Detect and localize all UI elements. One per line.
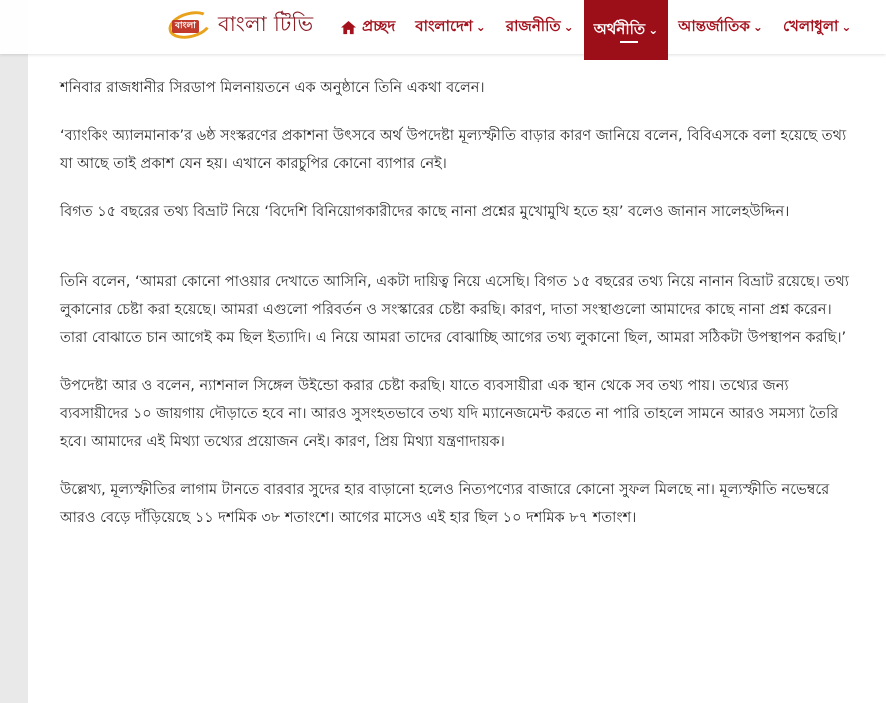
nav-item-label: খেলাধুলা — [782, 16, 839, 35]
article-paragraph: তিনি বলেন, ‘আমরা কোনো পাওয়ার দেখাতে আসিনি, একটা দায়িত্ব নিয়ে এসেছি। বিগত ১৫ বছরের তথ্য নিয়ে নানান বিভ্রাট রয়েছে। তথ্য লুকানোর চেষ্টা করা হয়েছে। আমরা এগুলো পরিবর্তন ও সংস্কারের চেষ্টা করছি। কারণ, দাতা সংস্থাগুলো আমাদের কাছে নানা প্রশ্ন করেন। তারা বোঝাতে চান আগেই কম ছিল ইত্যাদি। এ নিয়ে আমরা তাদের বোঝাচ্ছি আগের তথ্য লুকানো ছিল, আমরা সঠিকটা উপস্থাপন করছি।’ — [60, 274, 849, 346]
chevron-down-icon: ⌄ — [648, 23, 659, 37]
article-paragraph: বিগত ১৫ বছরের তথ্য বিভ্রাট নিয়ে ‘বিদেশি বিনিয়োগকারীদের কাছে নানা প্রশ্নের মুখোমুখি হতে হয়’ বলেও জানান সালেহউদ্দিন। — [60, 204, 790, 220]
nav-item-home[interactable] — [340, 0, 405, 54]
nav-item-label: রাজনীতি — [505, 16, 561, 35]
nav-item-label: অর্থনীতি — [593, 19, 646, 38]
chevron-down-icon: ⌄ — [752, 20, 763, 34]
nav-item-label: আন্তর্জাতিক — [678, 16, 750, 35]
main-menu — [340, 0, 861, 54]
home-icon — [340, 20, 357, 35]
nav-item-label: বাংলাদেশ — [415, 16, 473, 35]
logo-tag: বাংলা — [172, 20, 199, 33]
nav-item-international[interactable] — [668, 0, 773, 54]
site-logo[interactable] — [168, 8, 313, 42]
article-paragraph: উল্লেখ্য, মূল্যস্ফীতির লাগাম টানতে বারবার সুদের হার বাড়ানো হলেও নিত্যপণ্যের বাজারে কোনো সুফল মিলছে না। মূল্যস্ফীতি নভেম্বরে আরও বেড়ে দাঁড়িয়েছে ১১ দশমিক ৩৮ শতাংশে। আগের মাসেও এই হার ছিল ১০ দশমিক ৮৭ শতাংশ। — [60, 482, 830, 526]
chevron-down-icon: ⌄ — [563, 20, 574, 34]
article-paragraph: শনিবার রাজধানীর সিরডাপ মিলনায়তনে এক অনুষ্ঠানে তিনি একথা বলেন। — [60, 80, 485, 96]
logo-badge — [168, 10, 216, 40]
nav-item-politics[interactable] — [496, 0, 584, 54]
article-body — [60, 74, 850, 552]
chevron-down-icon: ⌄ — [475, 20, 486, 34]
top-navbar — [0, 0, 886, 54]
nav-item-label: প্রচ্ছদ — [362, 16, 396, 35]
logo-text: বাংলা টিভি — [218, 11, 314, 36]
nav-item-bangladesh[interactable] — [405, 0, 496, 54]
nav-item-sports[interactable] — [773, 0, 861, 54]
nav-item-economy[interactable] — [584, 0, 669, 60]
article-paragraph: ‘ব্যাংকিং অ্যালমানাক’র ৬ষ্ঠ সংস্করণের প্রকাশনা উৎসবে অর্থ উপদেষ্টা মূল্যস্ফীতি বাড়ার কারণ জানিয়ে বলেন, বিবিএসকে বলা হয়েছে তথ্য যা আছে তাই প্রকাশ যেন হয়। এখানে কারচুপির কোনো ব্যাপার নেই। — [60, 128, 847, 172]
article-paragraph: উপদেষ্টা আর ও বলেন, ন্যাশনাল সিঙ্গেল উইন্ডো করার চেষ্টা করছি। যাতে ব্যবসায়ীরা এক স্থান থেকে সব তথ্য পায়। তথ্যের জন্য ব্যবসায়ীদের ১০ জায়গায় দৌড়াতে হবে না। আরও সুসংহতভাবে তথ্য যদি ম্যানেজমেন্ট করতে না পারি তাহলে সামনে আরও সমস্যা তৈরি হবে। আমাদের এই মিথ্যা তথ্যের প্রয়োজন নেই। কারণ, প্রিয় মিথ্যা যন্ত্রণাদায়ক। — [60, 378, 839, 450]
chevron-down-icon: ⌄ — [841, 20, 852, 34]
